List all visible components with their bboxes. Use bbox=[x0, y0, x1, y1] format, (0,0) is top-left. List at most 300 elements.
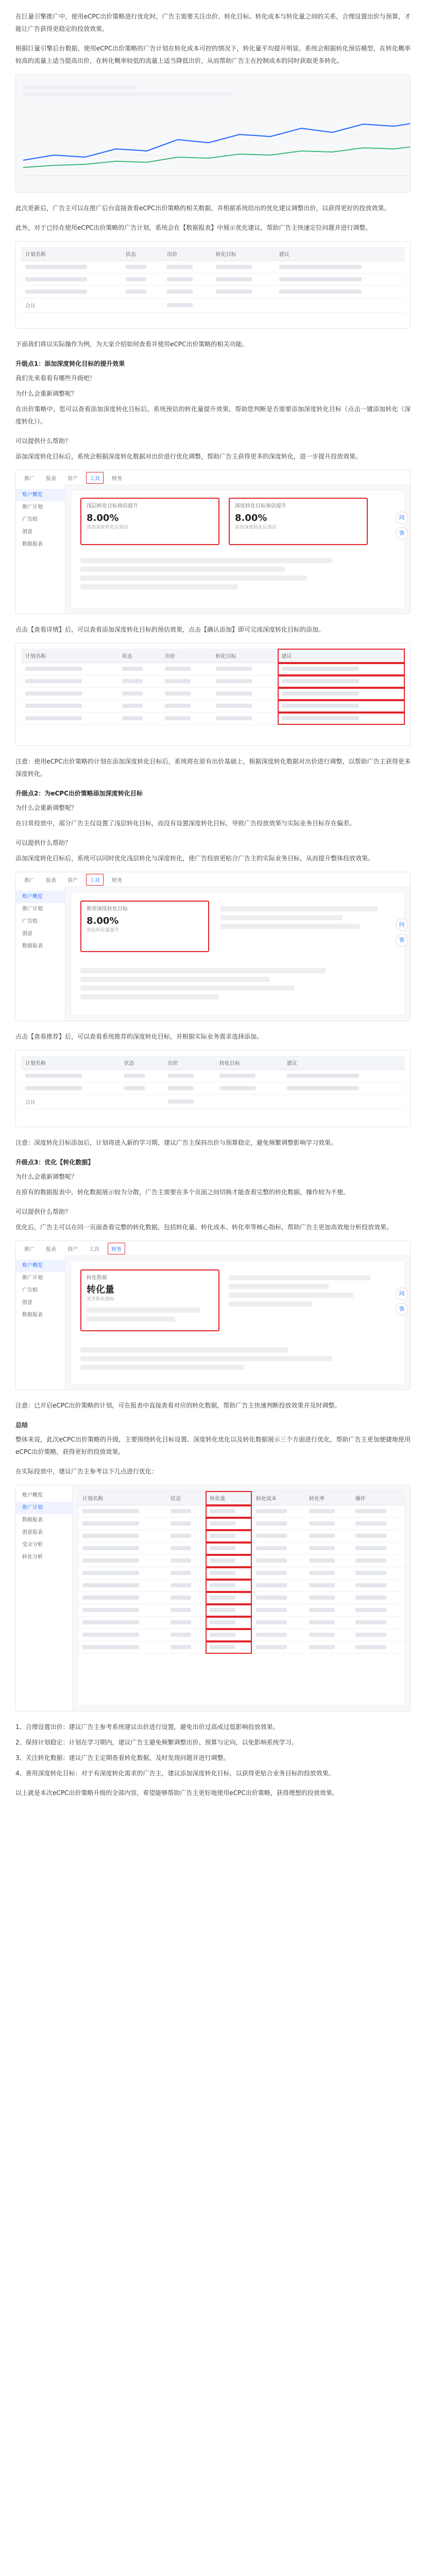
suggest-table-header-cell: 转化目标 bbox=[212, 649, 278, 663]
redacted-value bbox=[171, 1571, 191, 1575]
redacted-value bbox=[309, 1534, 335, 1538]
table-row[interactable] bbox=[21, 675, 405, 688]
step1-title: 升级点1：添加深度转化目标的提升效果 bbox=[15, 360, 125, 367]
table-cell bbox=[305, 1567, 351, 1580]
table-cell bbox=[351, 1530, 404, 1543]
deep-table-header-cell: 计划名称 bbox=[21, 1056, 120, 1070]
table-cell bbox=[252, 1518, 305, 1530]
suggest-table-header-cell: 状态 bbox=[118, 649, 161, 663]
tab-finance[interactable]: 财务 bbox=[108, 1243, 125, 1255]
tab-report[interactable]: 报表 bbox=[46, 1246, 56, 1252]
redacted-value bbox=[355, 1571, 386, 1575]
redacted-value bbox=[171, 1645, 191, 1649]
plan-table-total-label: 合计 bbox=[21, 298, 122, 313]
ui-placeholder-rows bbox=[220, 903, 395, 933]
step3-body: 在原有的数据报表中，转化数据展示较为分散，广告主需要在多个页面之间切换才能查看完整的转化数据，操作较为不便。 bbox=[15, 1189, 350, 1196]
table-row[interactable] bbox=[78, 1555, 404, 1567]
step1-body-2: 添加深度转化目标后，系统会根据深度转化数据对出价进行优化调整，帮助广告主获得更多的深度转化，进一步提升投放效果。 bbox=[15, 453, 362, 460]
redacted-value bbox=[82, 1509, 139, 1513]
tip-3: 3、关注转化数据：建议广告主定期查看转化数据，及时发现问题并进行调整。 bbox=[15, 1754, 230, 1761]
conversion-card-value: 转化量 bbox=[87, 1284, 114, 1295]
plan-table bbox=[21, 247, 405, 313]
table-cell bbox=[166, 1543, 206, 1555]
redacted-value bbox=[256, 1633, 287, 1637]
redacted-value bbox=[171, 1608, 191, 1612]
table-cell bbox=[78, 1592, 166, 1604]
step1-body: 在出价策略中，您可以查看添加深度转化目标后，系统预估的转化量提升效果，帮助您判断是否需要添加深度转化目标（点击一键添加转化（深度转化））。 bbox=[15, 405, 411, 425]
sidebar-item-groups[interactable]: 广告组 bbox=[22, 517, 38, 522]
redacted-value bbox=[309, 1571, 335, 1575]
redacted-value bbox=[82, 1620, 139, 1624]
table-row[interactable] bbox=[21, 663, 405, 675]
table-cell bbox=[206, 1505, 252, 1518]
table-cell bbox=[206, 1592, 252, 1604]
suggest-table-header-cell: 计划名称 bbox=[21, 649, 118, 663]
table-cell bbox=[78, 1505, 166, 1518]
table-cell bbox=[206, 1580, 252, 1592]
service-float-icon[interactable]: 客 bbox=[396, 934, 408, 946]
report-sidebar bbox=[16, 1485, 73, 1711]
ecpc-ui-screenshot-1 bbox=[15, 470, 411, 614]
deep-table-header-cell: 状态 bbox=[120, 1056, 164, 1070]
help-float-icon[interactable]: 问 bbox=[396, 919, 408, 931]
table-cell bbox=[206, 1543, 252, 1555]
redacted-value bbox=[355, 1509, 386, 1513]
tab-promote[interactable]: 推广 bbox=[24, 476, 35, 482]
conversion-table-header-cell: 操作 bbox=[351, 1491, 404, 1505]
conversion-table-header bbox=[78, 1491, 404, 1505]
table-cell bbox=[252, 1505, 305, 1518]
redacted-value bbox=[82, 1534, 139, 1538]
summary-body: 整体来说，此次eCPC出价策略的升级，主要围绕转化目标设置、深度转化优化以及转化数据展示三个方面进行优化，帮助广告主更加便捷地使用eCPC出价策略，获得更好的投放效果。 bbox=[15, 1436, 411, 1455]
redacted-value bbox=[82, 1558, 139, 1563]
conversion-table-header-cell: 转化量 bbox=[206, 1491, 252, 1505]
table-cell bbox=[351, 1543, 404, 1555]
plan-table-header-cell: 状态 bbox=[122, 247, 163, 261]
table-cell bbox=[305, 1629, 351, 1641]
redacted-value bbox=[309, 1633, 335, 1637]
table-cell bbox=[166, 1567, 206, 1580]
plan-table-header bbox=[21, 247, 405, 261]
redacted-value bbox=[256, 1596, 287, 1600]
ecpc-ui-screenshot-3 bbox=[15, 1241, 411, 1390]
tab-report[interactable]: 报表 bbox=[46, 877, 56, 884]
table-row[interactable] bbox=[78, 1567, 404, 1580]
estimate-card-deep[interactable] bbox=[229, 498, 368, 545]
conversion-table-header-cell: 计划名称 bbox=[78, 1491, 166, 1505]
redacted-value bbox=[256, 1521, 287, 1526]
ui-placeholder-rows bbox=[80, 554, 395, 593]
recommend-card-sub: 预估转化量提升 bbox=[87, 928, 120, 933]
table-row[interactable] bbox=[21, 1070, 405, 1082]
redacted-value bbox=[210, 1546, 235, 1550]
tab-assets[interactable]: 资产 bbox=[67, 1246, 78, 1252]
conversion-report-screenshot bbox=[15, 1485, 411, 1711]
table-row[interactable] bbox=[21, 298, 405, 313]
redacted-value bbox=[309, 1558, 335, 1563]
redacted-value bbox=[309, 1509, 335, 1513]
table-row[interactable] bbox=[78, 1641, 404, 1654]
trend-line-blue bbox=[23, 122, 411, 160]
table-row[interactable] bbox=[78, 1543, 404, 1555]
table-cell bbox=[206, 1604, 252, 1617]
step3-question-1: 为什么会重新调整呢？ bbox=[15, 1173, 78, 1180]
step2-question-1: 为什么会重新调整呢？ bbox=[15, 804, 78, 811]
redacted-value bbox=[210, 1645, 235, 1649]
plan-table-wrap bbox=[16, 242, 410, 318]
tips-intro: 在实际投放中，建议广告主参考以下几点进行优化： bbox=[15, 1468, 158, 1475]
sidebar-item-overview[interactable]: 账户概览 bbox=[16, 489, 65, 501]
table-row[interactable] bbox=[78, 1580, 404, 1592]
table-cell bbox=[166, 1629, 206, 1641]
table-cell bbox=[78, 1629, 166, 1641]
sidebar-item-plans[interactable]: 推广计划 bbox=[22, 504, 43, 510]
table-cell bbox=[166, 1617, 206, 1629]
redacted-value bbox=[82, 1521, 139, 1526]
recommend-card[interactable] bbox=[80, 901, 209, 952]
table-cell bbox=[206, 1567, 252, 1580]
table-row[interactable] bbox=[21, 700, 405, 713]
report-sidebar-item[interactable]: 账户概览 bbox=[22, 1493, 43, 1498]
table-cell bbox=[78, 1567, 166, 1580]
report-sidebar-item[interactable]: 转化分析 bbox=[22, 1554, 43, 1560]
suggest-table bbox=[21, 649, 405, 725]
redacted-value bbox=[82, 1546, 139, 1550]
table-cell bbox=[252, 1641, 305, 1654]
redacted-value bbox=[256, 1571, 287, 1575]
ui-toolbar bbox=[16, 1241, 410, 1256]
deep-table-screenshot bbox=[15, 1050, 411, 1127]
redacted-value bbox=[171, 1558, 191, 1563]
estimate-card-label: 浅层转化目标预估提升 bbox=[87, 503, 138, 509]
sidebar-item-creative[interactable]: 创意 bbox=[22, 1300, 32, 1306]
table-row[interactable] bbox=[21, 274, 405, 286]
table-row[interactable] bbox=[21, 1095, 405, 1109]
step3-question-2: 可以提供什么帮助？ bbox=[15, 1208, 72, 1215]
table-cell bbox=[206, 1641, 252, 1654]
deep-table-wrap bbox=[16, 1050, 410, 1114]
sidebar-item-overview[interactable]: 账户概览 bbox=[16, 891, 65, 903]
conversion-table-body bbox=[78, 1505, 404, 1654]
table-cell bbox=[351, 1555, 404, 1567]
table-cell bbox=[78, 1580, 166, 1592]
report-sidebar-item[interactable]: 推广计划 bbox=[16, 1502, 72, 1514]
deep-table-header bbox=[21, 1056, 405, 1070]
estimate-card-shallow[interactable] bbox=[80, 498, 219, 545]
sidebar-item-report[interactable]: 数据报表 bbox=[22, 1312, 43, 1318]
redacted-value bbox=[171, 1596, 191, 1600]
sidebar-item-overview[interactable]: 账户概览 bbox=[16, 1260, 65, 1272]
tab-finance[interactable]: 财务 bbox=[112, 476, 122, 482]
plan-table-header-cell: 计划名称 bbox=[21, 247, 122, 261]
redacted-value bbox=[210, 1509, 235, 1513]
table-cell bbox=[351, 1641, 404, 1654]
plan-table-screenshot bbox=[15, 241, 411, 329]
redacted-value bbox=[210, 1608, 235, 1612]
table-cell bbox=[78, 1555, 166, 1567]
table-cell bbox=[206, 1555, 252, 1567]
service-float-icon[interactable]: 客 bbox=[396, 1303, 408, 1315]
step1-question-3: 可以提供什么帮助？ bbox=[15, 437, 72, 445]
ui-toolbar bbox=[16, 470, 410, 485]
tip-4: 4、善用深度转化目标：对于有深度转化需求的广告主，建议添加深度转化目标，以获得更贴合业务目标的投放效果。 bbox=[15, 1770, 335, 1777]
redacted-value bbox=[171, 1521, 191, 1526]
table-cell bbox=[252, 1592, 305, 1604]
redacted-value bbox=[355, 1596, 386, 1600]
redacted-value bbox=[82, 1571, 139, 1575]
redacted-value bbox=[355, 1608, 386, 1612]
table-row[interactable] bbox=[78, 1518, 404, 1530]
report-sidebar-item[interactable]: 数据报表 bbox=[22, 1517, 43, 1523]
estimate-card-value: 8.00% bbox=[235, 513, 267, 523]
table-cell bbox=[252, 1530, 305, 1543]
tab-finance[interactable]: 财务 bbox=[112, 877, 122, 884]
suggest-table-header-cell: 建议 bbox=[278, 649, 405, 663]
table-cell bbox=[351, 1580, 404, 1592]
table-cell bbox=[206, 1629, 252, 1641]
table-cell bbox=[206, 1617, 252, 1629]
redacted-value bbox=[210, 1521, 235, 1526]
redacted-value bbox=[82, 1608, 139, 1612]
ui-sidebar bbox=[16, 1256, 65, 1389]
table-cell bbox=[351, 1604, 404, 1617]
table-cell bbox=[305, 1505, 351, 1518]
tab-promote[interactable]: 推广 bbox=[24, 1246, 35, 1252]
table-cell bbox=[351, 1629, 404, 1641]
plan-table-header-cell: 出价 bbox=[163, 247, 212, 261]
table-cell bbox=[305, 1543, 351, 1555]
redacted-value bbox=[210, 1583, 235, 1587]
table-row[interactable] bbox=[21, 713, 405, 725]
conversion-card-label: 转化数据 bbox=[87, 1275, 107, 1281]
table-row[interactable] bbox=[78, 1617, 404, 1629]
step3-body-2: 优化后，广告主可以在同一页面查看完整的转化数据，包括转化量、转化成本、转化率等核心指标，帮助广告主更加高效地分析投放效果。 bbox=[15, 1224, 393, 1231]
ui-toolbar bbox=[16, 872, 410, 887]
redacted-value bbox=[210, 1534, 235, 1538]
sidebar-item-plans[interactable]: 推广计划 bbox=[22, 906, 43, 912]
table-cell bbox=[78, 1604, 166, 1617]
table-cell bbox=[166, 1604, 206, 1617]
redacted-value bbox=[256, 1558, 287, 1563]
table-cell bbox=[252, 1629, 305, 1641]
table-cell bbox=[351, 1617, 404, 1629]
table-cell bbox=[305, 1518, 351, 1530]
redacted-value bbox=[355, 1546, 386, 1550]
tab-tools[interactable]: 工具 bbox=[86, 874, 104, 886]
report-summary-area bbox=[23, 82, 403, 99]
table-cell bbox=[78, 1518, 166, 1530]
redacted-value bbox=[355, 1645, 386, 1649]
plan-table-header-cell: 建议 bbox=[275, 247, 405, 261]
redacted-value bbox=[309, 1521, 335, 1526]
tip-1: 1、合理设置出价：建议广告主参考系统建议出价进行设置，避免出价过高或过低影响投放效果。 bbox=[15, 1723, 279, 1731]
estimate-card-sub: 添加深度转化后预估 bbox=[235, 525, 277, 530]
redacted-value bbox=[256, 1645, 287, 1649]
table-row[interactable] bbox=[21, 286, 405, 298]
sidebar-item-groups[interactable]: 广告组 bbox=[22, 1287, 38, 1293]
table-cell bbox=[305, 1530, 351, 1543]
redacted-value bbox=[210, 1558, 235, 1563]
redacted-value bbox=[82, 1633, 139, 1637]
table-cell bbox=[351, 1505, 404, 1518]
table-row[interactable] bbox=[21, 261, 405, 274]
table-cell bbox=[166, 1530, 206, 1543]
conversion-table-header-cell: 转化成本 bbox=[252, 1491, 305, 1505]
redacted-value bbox=[171, 1534, 191, 1538]
tab-tools[interactable]: 工具 bbox=[89, 1246, 99, 1252]
table-row[interactable] bbox=[78, 1505, 404, 1518]
deep-table-header-cell: 出价 bbox=[164, 1056, 215, 1070]
redacted-value bbox=[171, 1509, 191, 1513]
table-cell bbox=[166, 1505, 206, 1518]
table-cell bbox=[351, 1592, 404, 1604]
table-cell bbox=[78, 1641, 166, 1654]
deep-table bbox=[21, 1056, 405, 1109]
table-row[interactable] bbox=[78, 1530, 404, 1543]
step2-body-2: 添加深度转化目标后，系统可以同时优化浅层转化与深度转化，使广告投放更贴合广告主的实际业务目标，从而提升整体投放效果。 bbox=[15, 855, 374, 862]
table-cell bbox=[305, 1555, 351, 1567]
table-cell bbox=[305, 1592, 351, 1604]
intro-paragraph-4: 此外，对于已经在使用eCPC出价策略的广告计划，系统会在【数据报表】中展示优化建议，帮助广告主快速定位问题并进行调整。 bbox=[15, 224, 372, 231]
table-cell bbox=[252, 1617, 305, 1629]
table-cell bbox=[305, 1641, 351, 1654]
redacted-value bbox=[309, 1645, 335, 1649]
step1-question-1: 我们先来看看有哪些升级吧！ bbox=[15, 375, 96, 382]
table-row[interactable] bbox=[78, 1604, 404, 1617]
redacted-value bbox=[355, 1534, 386, 1538]
figure2-caption: 点击【查看推荐】后，可以查看系统推荐的深度转化目标，并根据实际业务需求选择添加。 bbox=[15, 1033, 263, 1040]
table-cell bbox=[206, 1518, 252, 1530]
ui-placeholder-rows bbox=[229, 1272, 395, 1310]
sidebar-item-plans[interactable]: 推广计划 bbox=[22, 1275, 43, 1281]
redacted-value bbox=[256, 1620, 287, 1624]
redacted-value bbox=[309, 1546, 335, 1550]
table-cell bbox=[351, 1567, 404, 1580]
conversion-table-header-cell: 状态 bbox=[166, 1491, 206, 1505]
table-cell bbox=[252, 1555, 305, 1567]
redacted-value bbox=[82, 1583, 139, 1587]
report-screenshot-1 bbox=[15, 74, 411, 193]
table-cell bbox=[166, 1592, 206, 1604]
estimate-card-sub: 添加深度转化后预估 bbox=[87, 525, 129, 530]
report-sidebar-item[interactable]: 受众分析 bbox=[22, 1542, 43, 1548]
ui-placeholder-rows bbox=[80, 1344, 395, 1374]
redacted-value bbox=[256, 1608, 287, 1612]
table-cell bbox=[252, 1543, 305, 1555]
service-float-icon[interactable]: 客 bbox=[396, 527, 408, 539]
table-cell bbox=[78, 1530, 166, 1543]
table-cell bbox=[78, 1543, 166, 1555]
tab-report[interactable]: 报表 bbox=[46, 476, 56, 482]
intro-paragraph-3: 此次更新后，广告主可以在推广后台直接查看eCPC出价策略的相关数据，并根据系统给出的优化建议调整出价，以获得更好的投放效果。 bbox=[15, 205, 390, 212]
estimate-card-label: 深度转化目标预估提升 bbox=[235, 503, 286, 509]
table-cell bbox=[252, 1580, 305, 1592]
report-sidebar-item[interactable]: 创意报表 bbox=[22, 1530, 43, 1535]
table-cell bbox=[252, 1604, 305, 1617]
ui-main-panel bbox=[71, 892, 405, 1015]
recommend-card-value: 8.00% bbox=[87, 916, 119, 926]
conversion-table bbox=[78, 1491, 404, 1654]
table-cell bbox=[305, 1617, 351, 1629]
plan-table-header-cell: 转化目标 bbox=[212, 247, 275, 261]
conversion-data-card[interactable] bbox=[80, 1269, 219, 1331]
conversion-table-header-cell: 转化率 bbox=[305, 1491, 351, 1505]
suggest-table-header-cell: 出价 bbox=[161, 649, 211, 663]
ui-main-panel bbox=[71, 1261, 405, 1384]
redacted-value bbox=[355, 1521, 386, 1526]
intro-paragraph-2: 根据巨量引擎后台数据，使用eCPC出价策略的广告计划在转化成本可控的情况下，转化量平均提升明显。系统会根据转化预估模型，在转化概率较高的流量上适当提高出价，在转化概率较低的流量上适当降低出价，从而帮助广告主在控制成本的同时获取更多转化。 bbox=[15, 45, 411, 64]
redacted-value bbox=[355, 1558, 386, 1563]
tab-promote[interactable]: 推广 bbox=[24, 877, 35, 884]
redacted-value bbox=[355, 1583, 386, 1587]
redacted-value bbox=[309, 1596, 335, 1600]
redacted-value bbox=[171, 1583, 191, 1587]
conversion-card-sub: 更多转化指标 bbox=[87, 1297, 115, 1302]
step3-title: 升级点3：优化【转化数据】 bbox=[15, 1159, 94, 1166]
redacted-value bbox=[355, 1633, 386, 1637]
suggest-table-wrap bbox=[16, 643, 410, 730]
tab-assets[interactable]: 资产 bbox=[67, 877, 78, 884]
table-row[interactable] bbox=[78, 1629, 404, 1641]
suggest-table-screenshot bbox=[15, 643, 411, 746]
step3-note: 注意：已开启eCPC出价策略的计划，可在报表中直接查看对应的转化数据，帮助广告主快速判断投放效果并及时调整。 bbox=[15, 1402, 341, 1409]
report-main bbox=[78, 1490, 405, 1706]
help-float-icon[interactable]: 问 bbox=[396, 1287, 408, 1300]
redacted-value bbox=[355, 1620, 386, 1624]
sidebar-item-report[interactable]: 数据报表 bbox=[22, 943, 43, 949]
help-float-icon[interactable]: 问 bbox=[396, 512, 408, 524]
table-row[interactable] bbox=[78, 1592, 404, 1604]
ui-sidebar bbox=[16, 485, 65, 614]
tab-assets[interactable]: 资产 bbox=[67, 476, 78, 482]
tab-tools[interactable]: 工具 bbox=[86, 472, 104, 484]
redacted-value bbox=[171, 1620, 191, 1624]
ui-main-panel bbox=[71, 490, 405, 608]
step2-note: 注意：深度转化目标添加后，计划将进入新的学习期，建议广告主保持出价与预算稳定，避免频繁调整影响学习效果。 bbox=[15, 1139, 337, 1146]
intro-paragraph-1: 在巨量引擎推广中，使用eCPC出价策略进行优化时，广告主需要关注出价、转化目标、转化成本与转化量之间的关系，合理设置出价与预算，才能让广告获得更稳定的投放效果。 bbox=[15, 13, 411, 32]
redacted-value bbox=[309, 1608, 335, 1612]
deep-table-header-cell: 建议 bbox=[283, 1056, 405, 1070]
redacted-value bbox=[210, 1633, 235, 1637]
estimate-card-value: 8.00% bbox=[87, 513, 119, 523]
deep-table-total-label: 合计 bbox=[21, 1095, 120, 1109]
redacted-value bbox=[171, 1546, 191, 1550]
redacted-value bbox=[82, 1596, 139, 1600]
trend-chart bbox=[23, 104, 411, 181]
step1-note: 注意：使用eCPC出价策略的计划在添加深度转化目标后，系统将在原有出价基础上，根据深度转化数据对出价进行调整，以帮助广告主获得更多深度转化。 bbox=[15, 758, 411, 777]
redacted-value bbox=[309, 1620, 335, 1624]
intro-paragraph-5: 下面我们将以实际操作为例，为大家介绍如何查看并使用eCPC出价策略的相关功能。 bbox=[15, 341, 248, 348]
redacted-value bbox=[256, 1509, 287, 1513]
deep-table-header-cell: 转化目标 bbox=[215, 1056, 283, 1070]
table-cell bbox=[78, 1617, 166, 1629]
closing-paragraph: 以上就是本次eCPC出价策略升级的全部内容，希望能够帮助广告主更好地使用eCPC出价策略，获得理想的投放效果。 bbox=[15, 1789, 338, 1797]
table-cell bbox=[166, 1580, 206, 1592]
sidebar-item-report[interactable]: 数据报表 bbox=[22, 541, 43, 547]
ui-sidebar bbox=[16, 887, 65, 1021]
sidebar-item-creative[interactable]: 创意 bbox=[22, 529, 32, 535]
figure1-caption: 点击【查看详情】后，可以查看添加深度转化目标的预估效果，点击【确认添加】即可完成深度转化目标的添加。 bbox=[15, 626, 325, 633]
table-cell bbox=[305, 1604, 351, 1617]
redacted-value bbox=[210, 1571, 235, 1575]
step2-question-2: 可以提供什么帮助？ bbox=[15, 839, 72, 846]
ui-placeholder-rows bbox=[80, 964, 395, 1003]
suggest-table-header bbox=[21, 649, 405, 663]
sidebar-item-creative[interactable]: 创意 bbox=[22, 931, 32, 937]
table-row[interactable] bbox=[21, 688, 405, 700]
table-row[interactable] bbox=[21, 1082, 405, 1095]
sidebar-item-groups[interactable]: 广告组 bbox=[22, 919, 38, 924]
